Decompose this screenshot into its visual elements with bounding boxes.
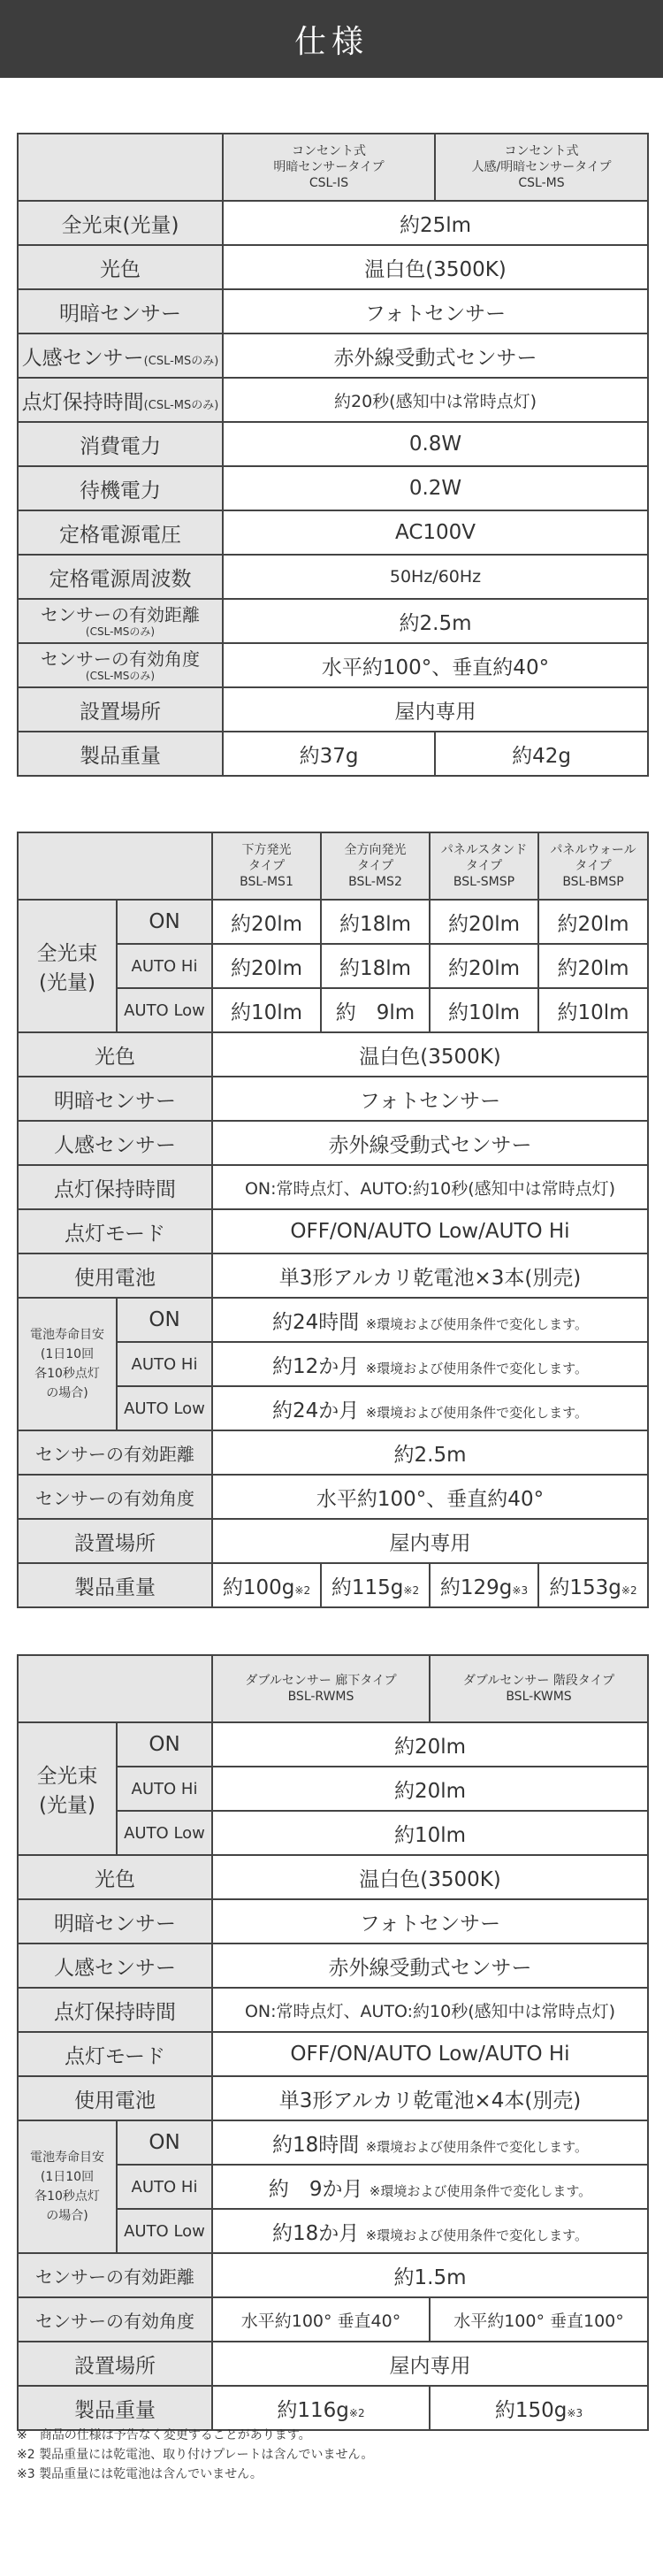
label-text: の場合) <box>46 1386 88 1400</box>
weight-cell <box>321 1563 430 1607</box>
value-mode: OFF/ON/AUTO Low/AUTO Hi <box>212 1209 648 1254</box>
label-text: 電池寿命目安 <box>30 1328 104 1342</box>
life-value: 約18時間 <box>272 2133 360 2157</box>
value-battery: 単3形アルカリ乾電池×3本(別売) <box>212 1254 648 1298</box>
footnote: ※3 製品重量には乾電池は含んでいません。 <box>17 2467 263 2481</box>
label-standby: 待機電力 <box>18 466 223 510</box>
value-hold-time: 約20秒(感知中は常時点灯) <box>223 378 648 422</box>
weight-value: 約100g <box>222 1576 295 1599</box>
label-text: センサーの有効角度 <box>41 648 200 670</box>
label-text: 各10秒点灯 <box>34 1367 100 1381</box>
value-range: 約2.5m <box>223 599 648 643</box>
label-place: 設置場所 <box>18 2342 212 2386</box>
label-motion-sensor: 人感センサー <box>18 1121 212 1165</box>
lumen-cell: 約 9lm <box>321 988 430 1032</box>
value-angle-kwms: 水平約100° 垂直100° <box>430 2297 648 2342</box>
label-color: 光色 <box>18 245 223 289</box>
value-place: 屋内専用 <box>212 1519 648 1563</box>
weight-cell <box>430 2386 648 2430</box>
header-subtype: タイプ <box>356 859 394 873</box>
lumen-cell: 約20lm <box>538 900 648 944</box>
label-mode: 点灯モード <box>18 1209 212 1254</box>
lumen-cell: 約18lm <box>321 944 430 988</box>
life-note: ※環境および使用条件で変化します。 <box>365 2227 588 2243</box>
label-angle: センサーの有効角度 <box>18 2297 212 2342</box>
label-weight: 製品重量 <box>18 2386 212 2430</box>
lumen-cell: 約20lm <box>538 944 648 988</box>
label-text: 人感センサー <box>21 346 144 370</box>
spec-table-bsl-ms <box>17 832 649 1608</box>
label-color: 光色 <box>18 1855 212 1899</box>
lumen-cell: 約20lm <box>430 900 538 944</box>
weight-cell <box>538 1563 648 1607</box>
value-weight-csl-ms: 約42g <box>435 732 648 776</box>
header-model: CSL-IS <box>309 176 349 190</box>
value-life-on <box>212 2120 648 2165</box>
label-battery-life <box>18 2120 117 2253</box>
life-note: ※環境および使用条件で変化します。 <box>365 1404 588 1421</box>
label-hold-time <box>18 378 223 422</box>
value-angle-rwms: 水平約100° 垂直40° <box>212 2297 430 2342</box>
label-battery: 使用電池 <box>18 1254 212 1298</box>
weight-cell <box>212 2386 430 2430</box>
value-light-sensor: フォトセンサー <box>212 1077 648 1121</box>
value-power: 0.8W <box>223 422 648 466</box>
header-type: 全方向発光 <box>344 843 407 857</box>
value-life-auto-hi <box>212 2165 648 2209</box>
mode-auto-low: AUTO Low <box>117 2209 212 2253</box>
weight-cell <box>212 1563 321 1607</box>
label-text: (光量) <box>39 971 95 994</box>
label-motion-sensor: 人感センサー <box>18 1944 212 1988</box>
header-type: パネルウォール <box>550 843 636 857</box>
value-life-auto-low <box>212 2209 648 2253</box>
label-range: センサーの有効距離 <box>18 2253 212 2297</box>
label-text: センサーの有効距離 <box>41 604 200 625</box>
label-motion-sensor <box>18 334 223 378</box>
lumen-cell: 約20lm <box>212 900 321 944</box>
life-note: ※環境および使用条件で変化します。 <box>369 2182 592 2199</box>
label-hold-time: 点灯保持時間 <box>18 1165 212 1209</box>
life-value: 約24か月 <box>272 1399 360 1422</box>
weight-cell <box>430 1563 538 1607</box>
header-model: BSL-KWMS <box>506 1690 572 1704</box>
mode-auto-hi: AUTO Hi <box>117 1767 212 1811</box>
label-lumen: 全光束(光量) <box>18 201 223 245</box>
weight-note: ※2 <box>348 2406 365 2419</box>
label-note: (CSL-MSのみ) <box>85 625 156 638</box>
value-hold-time: ON:常時点灯、AUTO:約10秒(感知中は常時点灯) <box>212 1988 648 2032</box>
value-angle: 水平約100°、垂直約40° <box>212 1475 648 1519</box>
label-text: (1日10回 <box>40 1347 95 1361</box>
header-subtype: 明暗センサータイプ <box>273 160 385 174</box>
life-value: 約 9か月 <box>268 2177 363 2201</box>
life-note: ※環境および使用条件で変化します。 <box>365 2138 588 2155</box>
label-lumen <box>18 900 117 1032</box>
mode-on: ON <box>117 2120 212 2165</box>
value-standby: 0.2W <box>223 466 648 510</box>
value-life-auto-low <box>212 1386 648 1430</box>
weight-value: 約129g <box>439 1576 513 1599</box>
table-corner <box>18 1655 212 1722</box>
value-color: 温白色(3500K) <box>212 1032 648 1077</box>
value-frequency: 50Hz/60Hz <box>223 555 648 599</box>
value-life-auto-hi <box>212 1342 648 1386</box>
lumen-cell: 約20lm <box>212 1767 648 1811</box>
label-text: (光量) <box>39 1794 95 1817</box>
life-note: ※環境および使用条件で変化します。 <box>365 1360 588 1376</box>
weight-note: ※2 <box>621 1583 637 1597</box>
weight-value: 約153g <box>549 1576 621 1599</box>
label-note: (CSL-MSのみ) <box>85 670 156 682</box>
table-corner <box>18 832 212 900</box>
label-lumen <box>18 1722 117 1855</box>
label-color: 光色 <box>18 1032 212 1077</box>
header-subtype: 人感/明暗センサータイプ <box>471 160 612 174</box>
label-note: (CSL-MSのみ) <box>143 398 219 412</box>
header-bsl-kwms <box>430 1655 648 1722</box>
lumen-cell: 約10lm <box>430 988 538 1032</box>
label-text: 各10秒点灯 <box>34 2189 100 2204</box>
lumen-cell: 約10lm <box>538 988 648 1032</box>
label-place: 設置場所 <box>18 687 223 732</box>
label-text: (1日10回 <box>40 2170 95 2184</box>
label-text: の場合) <box>46 2209 88 2223</box>
label-range: センサーの有効距離 <box>18 1430 212 1475</box>
lumen-cell: 約10lm <box>212 988 321 1032</box>
weight-note: ※2 <box>403 1583 420 1597</box>
value-place: 屋内専用 <box>212 2342 648 2386</box>
mode-on: ON <box>117 1722 212 1767</box>
weight-note: ※3 <box>567 2406 583 2419</box>
value-lumen: 約25lm <box>223 201 648 245</box>
value-life-on <box>212 1298 648 1342</box>
life-value: 約18か月 <box>272 2221 360 2245</box>
header-model: BSL-MS1 <box>240 875 293 889</box>
value-motion-sensor: 赤外線受動式センサー <box>212 1121 648 1165</box>
label-hold-time: 点灯保持時間 <box>18 1988 212 2032</box>
header-subtype: タイプ <box>465 859 503 873</box>
label-weight: 製品重量 <box>18 732 223 776</box>
label-place: 設置場所 <box>18 1519 212 1563</box>
value-battery: 単3形アルカリ乾電池×4本(別売) <box>212 2076 648 2120</box>
header-type: コンセント式 <box>292 144 366 158</box>
label-power: 消費電力 <box>18 422 223 466</box>
label-battery-life <box>18 1298 117 1430</box>
value-light-sensor: フォトセンサー <box>212 1899 648 1944</box>
value-hold-time: ON:常時点灯、AUTO:約10秒(感知中は常時点灯) <box>212 1165 648 1209</box>
footnote: ※ 商品の仕様は予告なく変更することがあります。 <box>17 2428 311 2442</box>
header-model: CSL-MS <box>518 176 565 190</box>
label-text: 点灯保持時間 <box>21 390 144 414</box>
page-title: 仕様 <box>0 0 663 78</box>
value-voltage: AC100V <box>223 510 648 555</box>
label-angle <box>18 643 223 687</box>
header-type: ダブルセンサー 廊下タイプ <box>245 1674 397 1688</box>
value-motion-sensor: 赤外線受動式センサー <box>212 1944 648 1988</box>
header-csl-is <box>223 134 435 201</box>
header-type: 下方発光 <box>241 843 292 857</box>
lumen-cell: 約10lm <box>212 1811 648 1855</box>
weight-note: ※3 <box>512 1583 529 1597</box>
mode-auto-hi: AUTO Hi <box>117 944 212 988</box>
table-corner <box>18 134 223 201</box>
header-type: コンセント式 <box>504 144 579 158</box>
weight-note: ※2 <box>294 1583 311 1597</box>
mode-auto-hi: AUTO Hi <box>117 1342 212 1386</box>
header-bsl-bmsp <box>538 832 648 900</box>
value-color: 温白色(3500K) <box>223 245 648 289</box>
mode-auto-low: AUTO Low <box>117 988 212 1032</box>
value-mode: OFF/ON/AUTO Low/AUTO Hi <box>212 2032 648 2076</box>
value-angle: 水平約100°、垂直約40° <box>223 643 648 687</box>
value-motion-sensor: 赤外線受動式センサー <box>223 334 648 378</box>
life-note: ※環境および使用条件で変化します。 <box>365 1315 588 1332</box>
label-weight: 製品重量 <box>18 1563 212 1607</box>
lumen-cell: 約20lm <box>430 944 538 988</box>
footnote: ※2 製品重量には乾電池、取り付けプレートは含んでいません。 <box>17 2448 374 2462</box>
weight-value: 約150g <box>494 2398 568 2422</box>
header-bsl-rwms <box>212 1655 430 1722</box>
life-value: 約24時間 <box>272 1310 360 1334</box>
label-text: 全光束 <box>36 1765 98 1788</box>
mode-on: ON <box>117 900 212 944</box>
header-model: BSL-SMSP <box>453 875 515 889</box>
header-subtype: タイプ <box>575 859 612 873</box>
mode-auto-low: AUTO Low <box>117 1386 212 1430</box>
value-range: 約1.5m <box>212 2253 648 2297</box>
label-text: 全光束 <box>36 942 98 965</box>
header-model: BSL-BMSP <box>562 875 624 889</box>
mode-auto-low: AUTO Low <box>117 1811 212 1855</box>
mode-on: ON <box>117 1298 212 1342</box>
lumen-cell: 約20lm <box>212 1722 648 1767</box>
lumen-cell: 約20lm <box>212 944 321 988</box>
value-weight-csl-is: 約37g <box>223 732 435 776</box>
spec-table-csl <box>17 133 649 777</box>
value-place: 屋内専用 <box>223 687 648 732</box>
label-frequency: 定格電源周波数 <box>18 555 223 599</box>
header-type: パネルスタンド <box>440 843 528 857</box>
spec-table-bsl-double <box>17 1654 649 2431</box>
header-type: ダブルセンサー 階段タイプ <box>462 1674 615 1688</box>
footnotes <box>17 2426 373 2484</box>
label-battery: 使用電池 <box>18 2076 212 2120</box>
value-light-sensor: フォトセンサー <box>223 289 648 334</box>
header-bsl-ms2 <box>321 832 430 900</box>
value-color: 温白色(3500K) <box>212 1855 648 1899</box>
lumen-cell: 約18lm <box>321 900 430 944</box>
label-light-sensor: 明暗センサー <box>18 1077 212 1121</box>
mode-auto-hi: AUTO Hi <box>117 2165 212 2209</box>
label-angle: センサーの有効角度 <box>18 1475 212 1519</box>
label-voltage: 定格電源電圧 <box>18 510 223 555</box>
value-range: 約2.5m <box>212 1430 648 1475</box>
label-range <box>18 599 223 643</box>
header-bsl-smsp <box>430 832 538 900</box>
weight-value: 約116g <box>277 2398 349 2422</box>
life-value: 約12か月 <box>272 1354 360 1378</box>
header-csl-ms <box>435 134 648 201</box>
weight-value: 約115g <box>331 1576 404 1599</box>
label-mode: 点灯モード <box>18 2032 212 2076</box>
label-light-sensor: 明暗センサー <box>18 1899 212 1944</box>
label-note: (CSL-MSのみ) <box>143 354 219 368</box>
header-model: BSL-RWMS <box>287 1690 354 1704</box>
header-subtype: タイプ <box>248 859 286 873</box>
label-light-sensor: 明暗センサー <box>18 289 223 334</box>
label-text: 電池寿命目安 <box>30 2150 104 2165</box>
header-bsl-ms1 <box>212 832 321 900</box>
header-model: BSL-MS2 <box>348 875 402 889</box>
